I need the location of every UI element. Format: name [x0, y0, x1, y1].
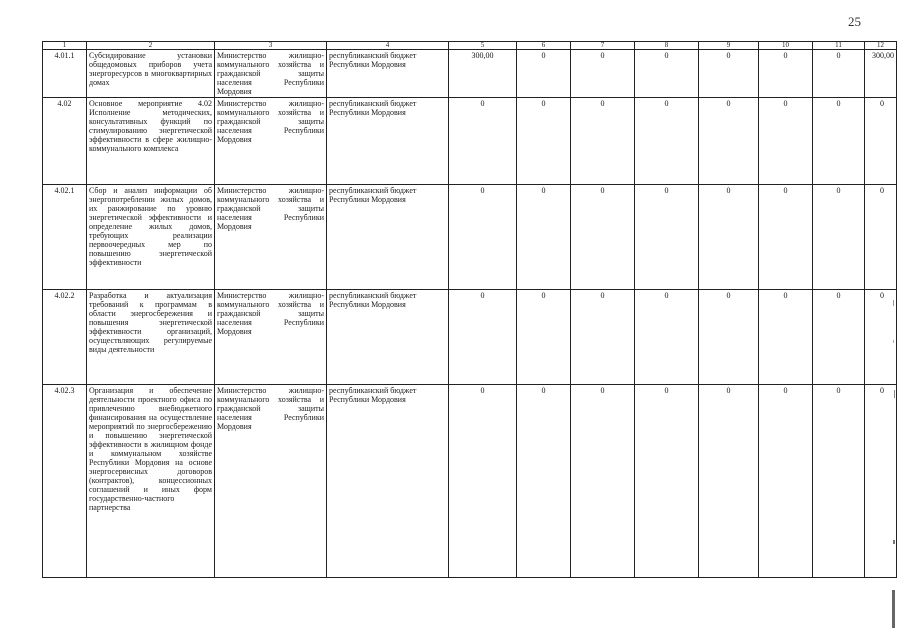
- row-value: 0: [571, 98, 635, 185]
- row-code: 4.02: [43, 98, 87, 185]
- table-row: [43, 185, 897, 290]
- row-value: 0: [865, 385, 897, 578]
- row-value: 0: [635, 98, 699, 185]
- row-value: 0: [759, 98, 813, 185]
- row-value: 0: [449, 98, 517, 185]
- row-source: республиканский бюджет Республики Мордовия: [327, 290, 449, 385]
- page-number: 25: [848, 14, 861, 29]
- row-value: 0: [449, 185, 517, 290]
- row-value: 0: [865, 98, 897, 185]
- row-value: 0: [759, 290, 813, 385]
- row-code: 4.02.3: [43, 385, 87, 578]
- row-executor: Министерство жилищно-коммунального хозяйства и гражданской защиты населения Республики Мордовия: [215, 290, 327, 385]
- header-cell: 10: [759, 42, 813, 50]
- row-value: 0: [813, 50, 865, 98]
- row-executor: Министерство жилищно-коммунального хозяйства и гражданской защиты населения Республики Мордовия: [215, 185, 327, 290]
- row-value: 0: [699, 185, 759, 290]
- row-value: 0: [571, 290, 635, 385]
- header-cell: 3: [215, 42, 327, 50]
- row-code: 4.01.1: [43, 50, 87, 98]
- row-source: республиканский бюджет Республики Мордовия: [327, 50, 449, 98]
- header-row: [43, 42, 897, 50]
- header-cell: 1: [43, 42, 87, 50]
- row-source: республиканский бюджет Республики Мордовия: [327, 185, 449, 290]
- row-value: 0: [813, 290, 865, 385]
- header-cell: 6: [517, 42, 571, 50]
- table-row: [43, 385, 897, 578]
- table-row: [43, 290, 897, 385]
- row-value: 0: [635, 385, 699, 578]
- header-cell: 2: [87, 42, 215, 50]
- row-value: 300,00: [449, 50, 517, 98]
- row-value: 0: [635, 50, 699, 98]
- row-source: республиканский бюджет Республики Мордовия: [327, 385, 449, 578]
- table-row: [43, 98, 897, 185]
- row-value: 0: [517, 290, 571, 385]
- row-value: 0: [699, 50, 759, 98]
- row-executor: Министерство жилищно-коммунального хозяйства и гражданской защиты населения Республики Мордовия: [215, 385, 327, 578]
- row-value: 0: [813, 385, 865, 578]
- row-value: 0: [759, 50, 813, 98]
- row-value: 0: [699, 290, 759, 385]
- row-value: 0: [517, 385, 571, 578]
- row-value: 0: [813, 98, 865, 185]
- header-cell: 5: [449, 42, 517, 50]
- row-value: 0: [699, 98, 759, 185]
- header-cell: 9: [699, 42, 759, 50]
- row-value: 0: [699, 385, 759, 578]
- row-value: 0: [759, 185, 813, 290]
- row-value: 0: [813, 185, 865, 290]
- header-cell: 4: [327, 42, 449, 50]
- program-table: [42, 41, 897, 578]
- scan-edge-marks: [892, 300, 896, 630]
- row-value: 0: [571, 385, 635, 578]
- row-code: 4.02.2: [43, 290, 87, 385]
- row-value: 0: [759, 385, 813, 578]
- row-value: 0: [865, 290, 897, 385]
- row-value: 0: [635, 185, 699, 290]
- row-code: 4.02.1: [43, 185, 87, 290]
- row-name: Основное мероприятие 4.02 Исполнение методических, консультативных функций по стимулированию энергетической эффективности в сфере жилищно-коммунального комплекса: [87, 98, 215, 185]
- row-name: Субсидирование установки общедомовых приборов учета энергоресурсов в многоквартирных домах: [87, 50, 215, 98]
- row-value: 300,00: [865, 50, 897, 98]
- row-value: 0: [449, 385, 517, 578]
- header-cell: 7: [571, 42, 635, 50]
- header-cell: 12: [865, 42, 897, 50]
- row-value: 0: [517, 50, 571, 98]
- row-source: республиканский бюджет Республики Мордовия: [327, 98, 449, 185]
- row-name: Разработка и актуализация требований к программам в области энергосбережения и повышения энергетической эффективности организаций, осуществляющих регулируемые виды деятельности: [87, 290, 215, 385]
- row-value: 0: [571, 50, 635, 98]
- row-value: 0: [449, 290, 517, 385]
- row-value: 0: [517, 185, 571, 290]
- header-cell: 11: [813, 42, 865, 50]
- row-value: 0: [865, 185, 897, 290]
- row-value: 0: [517, 98, 571, 185]
- table-row: [43, 50, 897, 98]
- row-value: 0: [571, 185, 635, 290]
- row-executor: Министерство жилищно-коммунального хозяйства и гражданской защиты населения Республики Мордовия: [215, 98, 327, 185]
- row-name: Сбор и анализ информации об энергопотреблении жилых домов, их ранжирование по уровню энергетической эффективности и определение жилых домов, требующих реализации первоочередных мер по повышению энергетической эффективности: [87, 185, 215, 290]
- header-cell: 8: [635, 42, 699, 50]
- row-value: 0: [635, 290, 699, 385]
- row-executor: Министерство жилищно-коммунального хозяйства и гражданской защиты населения Республики Мордовия: [215, 50, 327, 98]
- row-name: Организация и обеспечение деятельности проектного офиса по привлечению внебюджетного финансирования на осуществление мероприятий по энергосбережению и повышению энергетической эффективности в жилищном фонде и коммунальном хозяйстве Республики Мордовия на основе энергосервисных договоров (контрактов), концессионных соглашений и иных форм государственно-частного партнерства: [87, 385, 215, 578]
